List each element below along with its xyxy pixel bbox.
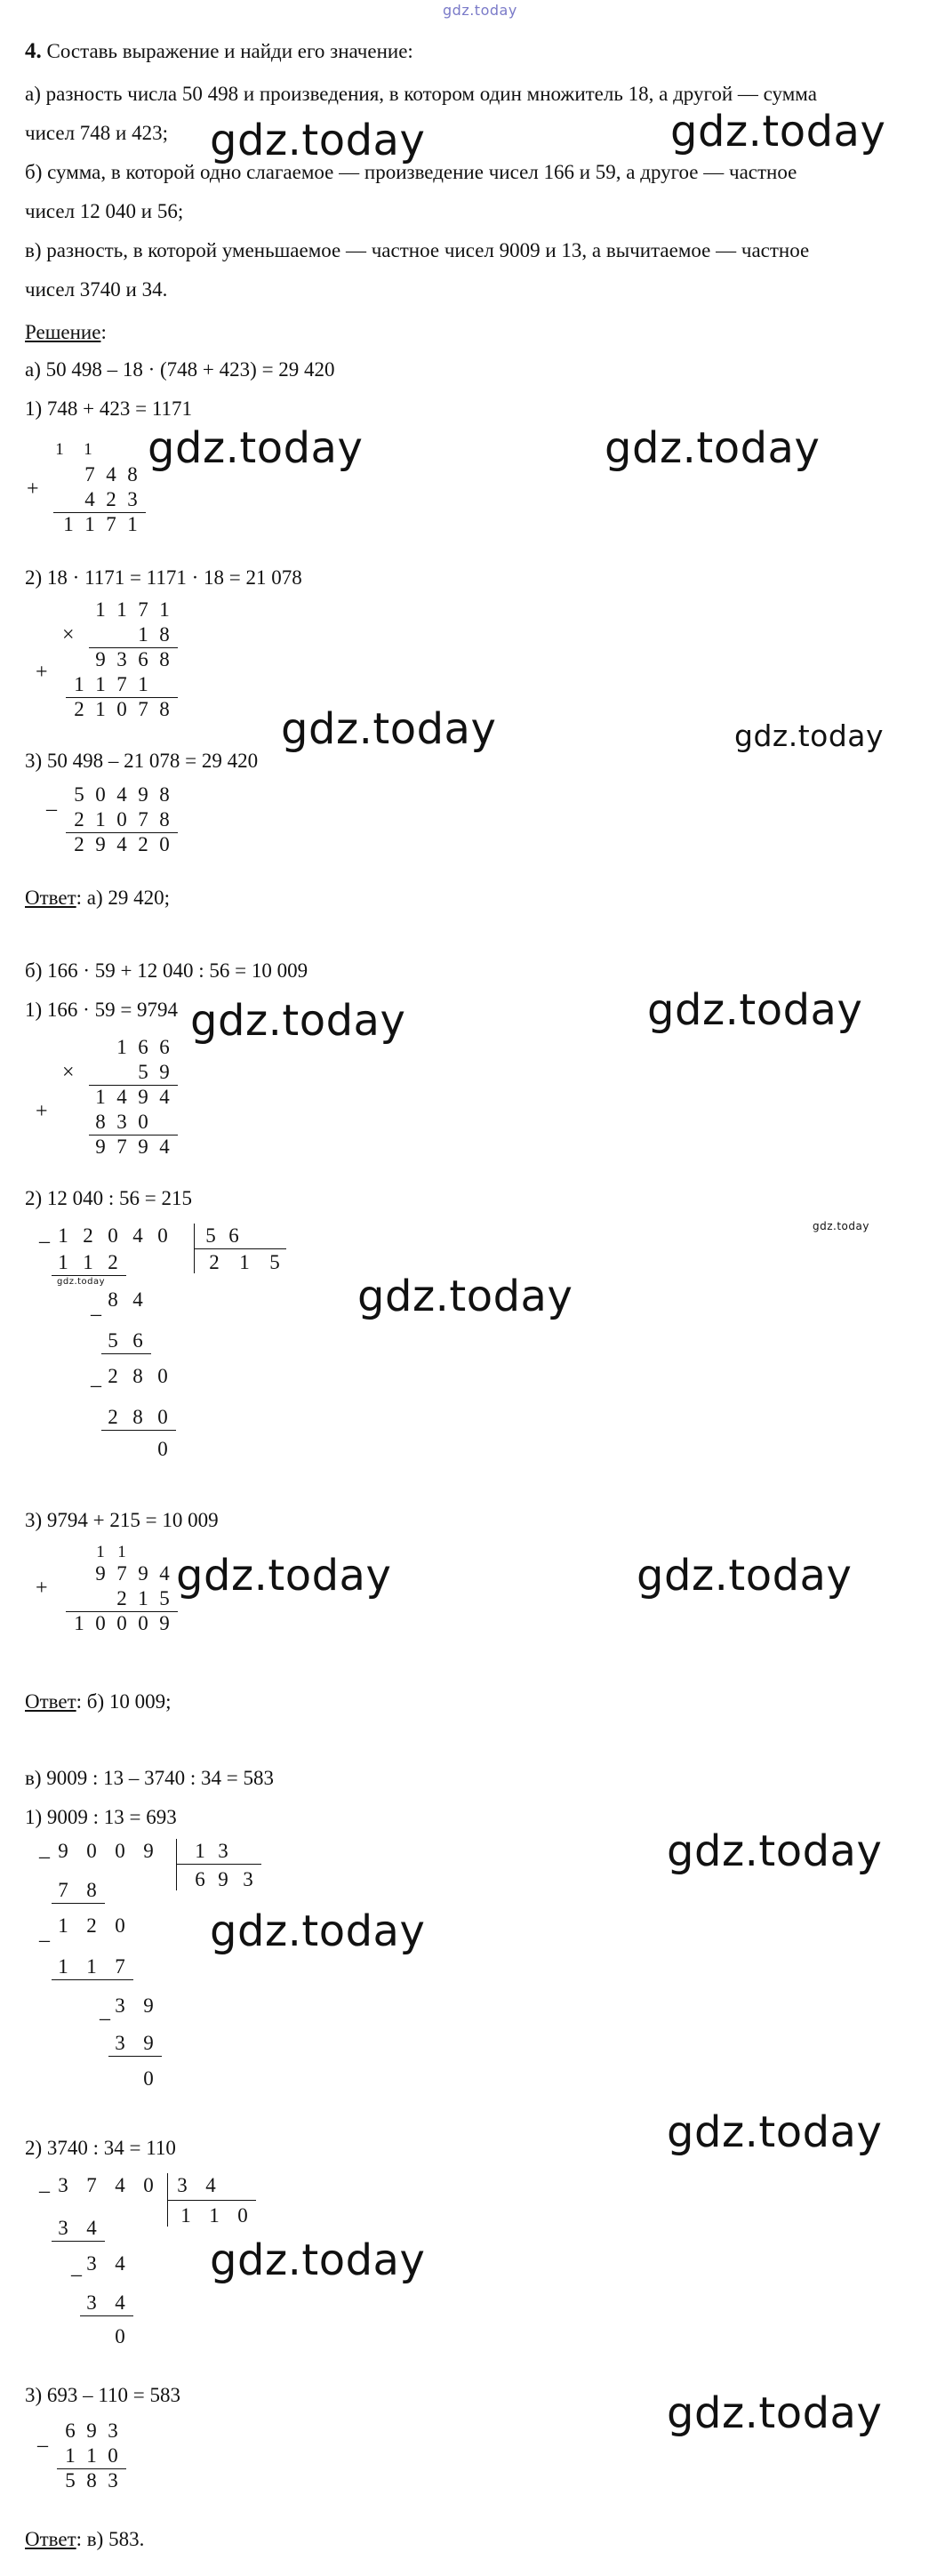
minus-sign: – xyxy=(91,1374,101,1397)
digit: 0 xyxy=(116,1612,127,1634)
digit: 0 xyxy=(138,1612,148,1634)
digit: 2 xyxy=(108,1406,118,1428)
watermark-top: gdz.today xyxy=(443,2,517,19)
digit: 1 xyxy=(95,673,106,695)
subtract-line xyxy=(80,2315,133,2316)
digit: 9 xyxy=(95,1562,106,1585)
digit: 2 xyxy=(108,1365,118,1387)
digit: 0 xyxy=(116,698,127,720)
digit: 9 xyxy=(95,1136,106,1158)
problem-c-line1: в) разность, в которой уменьшаемое — частное чисел 9009 и 13, а вычитаемое — частное xyxy=(25,239,810,261)
part-a-step1: 1) 748 + 423 = 1171 xyxy=(25,397,192,420)
digit: 5 xyxy=(65,2469,76,2492)
part-a-step2: 2) 18 · 1171 = 1171 · 18 = 21 078 xyxy=(25,566,302,589)
plus-sign: + xyxy=(27,477,39,501)
digit: 1 xyxy=(58,1955,68,1978)
digit: 4 xyxy=(115,2174,125,2196)
digit: 9 xyxy=(159,1061,170,1083)
remainder-digit: 0 xyxy=(143,2067,154,2090)
digit: 7 xyxy=(138,698,148,720)
digit: 7 xyxy=(86,2174,97,2196)
digit: 1 xyxy=(116,598,127,621)
digit: 1 xyxy=(95,698,106,720)
problem-title-text: Составь выражение и найди его значение: xyxy=(46,40,413,62)
digit: 2 xyxy=(116,1587,127,1609)
digit: 3 xyxy=(177,2174,188,2196)
subtract-line xyxy=(101,1353,151,1354)
digit: 2 xyxy=(83,1224,93,1247)
problem-title xyxy=(25,39,413,64)
quotient-line xyxy=(194,1248,286,1249)
part-b-answer: Ответ: б) 10 009; xyxy=(25,1690,172,1713)
problem-number: 4. xyxy=(25,39,42,63)
digit: 3 xyxy=(115,1994,125,2017)
digit: 1 xyxy=(74,1612,84,1634)
plus-sign: + xyxy=(36,661,48,684)
digit: 0 xyxy=(157,1406,168,1428)
digit: 6 xyxy=(132,1329,143,1352)
digit: 1 xyxy=(63,513,74,535)
subtract-line xyxy=(108,2056,162,2057)
digit: 4 xyxy=(205,2174,216,2196)
subtract-line xyxy=(101,1430,176,1431)
digit: 1 xyxy=(116,1036,127,1058)
digit: 9 xyxy=(143,1994,154,2017)
digit: 9 xyxy=(138,1562,148,1585)
carry-digit: 1 xyxy=(84,440,92,459)
minus-sign: – xyxy=(37,2434,48,2457)
digit: 1 xyxy=(138,673,148,695)
digit: 0 xyxy=(115,1914,125,1937)
digit: 6 xyxy=(138,648,148,670)
digit: 4 xyxy=(116,783,127,806)
minus-sign: – xyxy=(39,1230,50,1253)
digit: 1 xyxy=(83,1251,93,1273)
digit: 8 xyxy=(132,1406,143,1428)
digit: 9 xyxy=(86,2420,97,2442)
subtract-line xyxy=(52,1903,105,1904)
digit: 1 xyxy=(74,673,84,695)
digit: 8 xyxy=(159,648,170,670)
digit: 3 xyxy=(86,2291,97,2314)
digit: 0 xyxy=(157,1224,168,1247)
watermark: gdz.today xyxy=(670,107,886,156)
times-sign: × xyxy=(62,623,75,646)
carry-digit: 1 xyxy=(117,1543,126,1561)
calc-a2-multiplication xyxy=(27,598,187,731)
digit: 6 xyxy=(65,2420,76,2442)
digit: 6 xyxy=(228,1224,239,1247)
digit: 9 xyxy=(58,1840,68,1862)
digit: 8 xyxy=(108,1288,118,1311)
digit: 4 xyxy=(132,1224,143,1247)
part-b-expression: б) 166 · 59 + 12 040 : 56 = 10 009 xyxy=(25,959,308,982)
digit: 8 xyxy=(127,463,138,486)
digit: 3 xyxy=(108,2469,118,2492)
watermark: gdz.today xyxy=(637,1551,853,1601)
digit: 7 xyxy=(116,1562,127,1585)
digit: 8 xyxy=(159,783,170,806)
problem-a-line2: чисел 748 и 423; xyxy=(25,122,168,144)
watermark: gdz.today xyxy=(210,2235,426,2285)
watermark: gdz.today xyxy=(667,2107,883,2157)
digit: 2 xyxy=(74,808,84,831)
part-a-expression: а) 50 498 – 18 · (748 + 423) = 29 420 xyxy=(25,358,335,381)
digit: 0 xyxy=(108,1224,118,1247)
digit: 1 xyxy=(195,1840,205,1862)
part-b-step3: 3) 9794 + 215 = 10 009 xyxy=(25,1509,219,1531)
digit: 4 xyxy=(115,2252,125,2275)
digit: 1 xyxy=(138,1587,148,1609)
digit: 1 xyxy=(95,1086,106,1108)
subtract-line xyxy=(52,2241,105,2242)
digit: 4 xyxy=(159,1562,170,1585)
digit: 9 xyxy=(138,783,148,806)
digit: 6 xyxy=(195,1868,205,1890)
digit: 3 xyxy=(86,2252,97,2275)
digit: 5 xyxy=(74,783,84,806)
minus-sign: – xyxy=(100,2007,110,2030)
plus-sign: + xyxy=(36,1577,48,1600)
digit: 1 xyxy=(86,1955,97,1978)
digit: 7 xyxy=(106,513,116,535)
digit: 0 xyxy=(86,1840,97,1862)
digit: 2 xyxy=(74,698,84,720)
digit: 9 xyxy=(95,833,106,855)
digit: 4 xyxy=(115,2291,125,2314)
digit: 8 xyxy=(132,1365,143,1387)
minus-sign: – xyxy=(39,2179,50,2203)
digit: 0 xyxy=(159,833,170,855)
digit: 7 xyxy=(138,598,148,621)
digit: 2 xyxy=(86,1914,97,1937)
digit: 4 xyxy=(116,833,127,855)
watermark: gdz.today xyxy=(647,985,863,1035)
part-c-step2: 2) 3740 : 34 = 110 xyxy=(25,2137,176,2159)
digit: 1 xyxy=(95,808,106,831)
digit: 0 xyxy=(95,1612,106,1634)
digit: 9 xyxy=(143,2032,154,2054)
times-sign: × xyxy=(62,1061,75,1084)
remainder-digit: 0 xyxy=(115,2325,125,2347)
digit: 1 xyxy=(58,1251,68,1273)
digit: 2 xyxy=(106,488,116,510)
carry-digit: 1 xyxy=(96,1543,105,1561)
digit: 7 xyxy=(138,808,148,831)
quotient-line xyxy=(167,2200,256,2201)
problem-b-line2: чисел 12 040 и 56; xyxy=(25,200,184,222)
watermark: gdz.today xyxy=(605,423,821,473)
digit: 4 xyxy=(116,1086,127,1108)
digit: 8 xyxy=(159,698,170,720)
digit: 1 xyxy=(127,513,138,535)
digit: 1 xyxy=(209,2204,220,2227)
digit: 0 xyxy=(115,1840,125,1862)
watermark: gdz.today xyxy=(148,423,364,473)
digit: 1 xyxy=(138,623,148,646)
minus-sign: – xyxy=(39,1845,50,1868)
calc-b1-multiplication xyxy=(27,1035,187,1168)
watermark: gdz.today xyxy=(210,116,426,165)
digit: 9 xyxy=(138,1086,148,1108)
watermark: gdz.today xyxy=(190,996,406,1046)
digit: 7 xyxy=(116,1136,127,1158)
part-c-step3: 3) 693 – 110 = 583 xyxy=(25,2384,181,2406)
minus-sign: – xyxy=(46,798,57,821)
digit: 2 xyxy=(209,1251,220,1273)
digit: 4 xyxy=(86,2217,97,2239)
digit: 9 xyxy=(218,1868,228,1890)
digit: 0 xyxy=(116,808,127,831)
digit: 3 xyxy=(243,1868,253,1890)
digit: 0 xyxy=(108,2444,118,2467)
digit: 3 xyxy=(116,1111,127,1133)
digit: 2 xyxy=(108,1251,118,1273)
digit: 7 xyxy=(58,1879,68,1901)
calc-a1-addition xyxy=(27,437,160,544)
digit: 5 xyxy=(205,1224,216,1247)
part-c-answer: Ответ: в) 583. xyxy=(25,2528,145,2550)
carry-digit: 1 xyxy=(55,440,64,459)
digit: 1 xyxy=(159,598,170,621)
digit: 8 xyxy=(95,1111,106,1133)
minus-sign: – xyxy=(91,1303,101,1326)
part-b-step1: 1) 166 · 59 = 9794 xyxy=(25,999,179,1021)
part-b-step2: 2) 12 040 : 56 = 215 xyxy=(25,1187,193,1209)
plus-sign: + xyxy=(36,1100,48,1123)
digit: 9 xyxy=(143,1840,154,1862)
digit: 9 xyxy=(138,1136,148,1158)
digit: 4 xyxy=(84,488,95,510)
calc-c1-long-division xyxy=(27,1839,293,2123)
digit: 3 xyxy=(127,488,138,510)
digit: 0 xyxy=(157,1365,168,1387)
digit: 4 xyxy=(159,1136,170,1158)
digit: 3 xyxy=(218,1840,228,1862)
digit: 1 xyxy=(65,2444,76,2467)
digit: 3 xyxy=(115,2032,125,2054)
part-c-expression: в) 9009 : 13 – 3740 : 34 = 583 xyxy=(25,1767,275,1789)
digit: 5 xyxy=(138,1061,148,1083)
digit: 3 xyxy=(58,2174,68,2196)
digit: 3 xyxy=(58,2217,68,2239)
digit: 0 xyxy=(138,1111,148,1133)
digit: 6 xyxy=(159,1036,170,1058)
digit: 4 xyxy=(132,1288,143,1311)
digit: 0 xyxy=(95,783,106,806)
digit: 3 xyxy=(108,2420,118,2442)
watermark: gdz.today xyxy=(734,718,885,753)
watermark: gdz.today xyxy=(281,704,497,754)
digit: 0 xyxy=(143,2174,154,2196)
problem-a-line1: а) разность числа 50 498 и произведения, в котором один множитель 18, а другой — сумма xyxy=(25,83,817,105)
digit: 5 xyxy=(159,1587,170,1609)
part-a-answer: Ответ: а) 29 420; xyxy=(25,887,171,909)
digit: 4 xyxy=(159,1086,170,1108)
solution-heading: Решение: xyxy=(25,321,107,343)
digit: 8 xyxy=(86,1879,97,1901)
quotient-line xyxy=(176,1864,261,1865)
digit: 6 xyxy=(138,1036,148,1058)
watermark: gdz.today xyxy=(176,1551,392,1601)
digit: 2 xyxy=(138,833,148,855)
watermark: gdz.today xyxy=(813,1220,869,1232)
digit: 1 xyxy=(95,598,106,621)
watermark-small: gdz.today xyxy=(57,1277,106,1287)
part-c-step1: 1) 9009 : 13 = 693 xyxy=(25,1806,177,1828)
digit: 7 xyxy=(115,1955,125,1978)
watermark: gdz.today xyxy=(667,2388,883,2438)
digit: 0 xyxy=(237,2204,248,2227)
digit: 8 xyxy=(159,623,170,646)
digit: 9 xyxy=(95,648,106,670)
subtract-line xyxy=(52,1275,126,1276)
remainder-digit: 0 xyxy=(157,1438,168,1460)
digit: 1 xyxy=(84,513,95,535)
digit: 1 xyxy=(86,2444,97,2467)
subtract-line xyxy=(52,1979,133,1980)
digit: 5 xyxy=(269,1251,280,1273)
watermark: gdz.today xyxy=(667,1826,883,1876)
problem-c-line2: чисел 3740 и 34. xyxy=(25,278,168,301)
digit: 7 xyxy=(84,463,95,486)
calc-b3-addition xyxy=(27,1540,187,1647)
minus-sign: – xyxy=(71,2263,82,2286)
watermark: gdz.today xyxy=(210,1906,426,1956)
digit: 9 xyxy=(159,1612,170,1634)
problem-b-line1: б) сумма, в которой одно слагаемое — произведение чисел 166 и 59, а другое — частное xyxy=(25,161,797,183)
digit: 7 xyxy=(116,673,127,695)
digit: 2 xyxy=(74,833,84,855)
digit: 3 xyxy=(116,648,127,670)
part-a-step3: 3) 50 498 – 21 078 = 29 420 xyxy=(25,750,259,772)
calc-c3-subtraction xyxy=(27,2419,169,2508)
calc-b2-long-division xyxy=(27,1224,311,1490)
digit: 1 xyxy=(239,1251,250,1273)
digit: 1 xyxy=(180,2204,191,2227)
digit: 5 xyxy=(108,1329,118,1352)
digit: 8 xyxy=(86,2469,97,2492)
digit: 4 xyxy=(106,463,116,486)
digit: 1 xyxy=(58,1914,68,1937)
digit: 8 xyxy=(159,808,170,831)
watermark: gdz.today xyxy=(357,1272,573,1321)
digit: 1 xyxy=(58,1224,68,1247)
division-bar xyxy=(176,1839,177,1890)
minus-sign: – xyxy=(39,1929,50,1952)
calc-a3-subtraction xyxy=(27,782,187,871)
